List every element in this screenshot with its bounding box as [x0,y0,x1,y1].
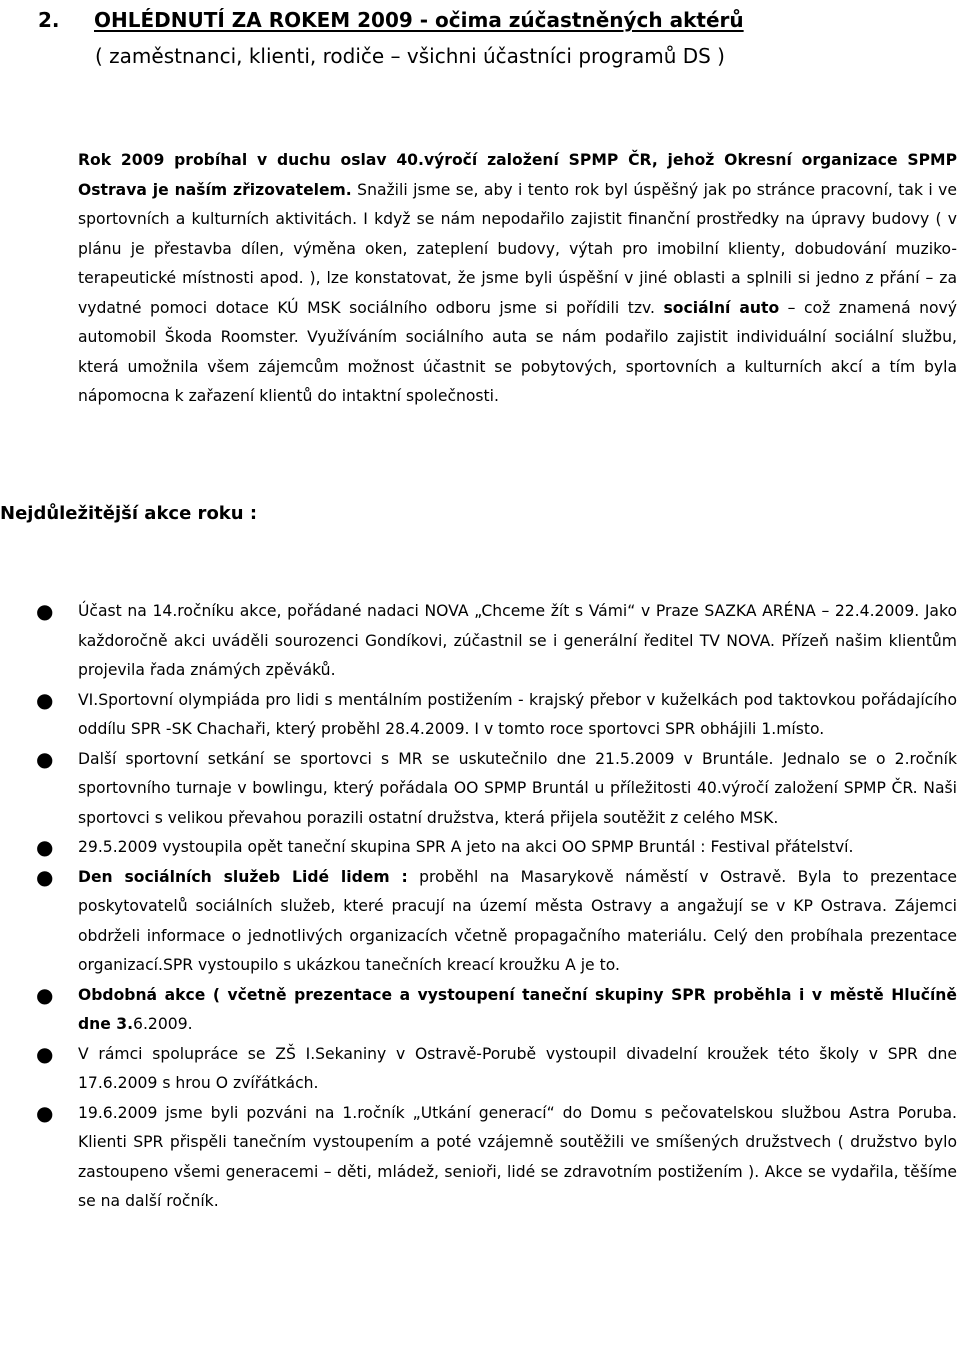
intro-body-part2: – což znamená nový automobil Škoda Roomster. Využíváním sociálního auta se nám podařilo zajistit individuální sociální službu, která umožnila všem zájemcům možnost účastnit se pobytových, sportovních a kulturních akcí a tím byla nápomocna k zařazení klientů do intaktní společnosti. [78,298,958,405]
bullet-icon: ● [36,746,54,771]
intro-text [0,146,957,412]
list-item [0,863,957,981]
list-item [0,745,957,834]
bullet-icon: ● [36,599,54,623]
intro-body-part1: Snažili jsme se, aby i tento rok byl úspěšný jak po stránce pracovní, tak i ve sportovních a kulturních aktivitách. I když se nám nepodařilo zajistit finanční prostředky na úpravy budovy ( v plánu je přestavba dílen, výměna oken, zateplení budovy, výtah pro imobilní klienty, dobudování muziko-terapeutické místnosti apod. ), lze konstatovat, že jsme byli úspěšní v jiné oblasti a splnili si jedno z přání – za vydatné pomoci dotace KÚ MSK sociálního odboru jsme si pořídili tzv. [78,180,957,317]
event-text: VI.Sportovní olympiáda pro lidi s mentálním postižením - krajský přebor v kuželkách pod taktovkou pořádajícího oddílu SPR -SK Chachaři, který proběhl 28.4.2009. I v tomto roce sportovci SPR obhájili 1.místo. [78,690,957,738]
section-number: 2. [38,8,60,32]
bullet-icon: ● [36,864,54,889]
event-text: 29.5.2009 vystoupila opět taneční skupina SPR A jeto na akci OO SPMP Bruntál : Festival přátelství. [78,838,854,856]
bullet-icon: ● [36,1100,54,1125]
events-heading: Nejdůležitější akce roku : [0,503,258,524]
intro-bold-term: sociální auto [663,298,780,317]
bullet-icon: ● [36,982,54,1007]
events-list [0,597,957,1217]
bullet-icon: ● [36,1041,54,1066]
intro-paragraph [0,146,957,412]
event-text: Další sportovní setkání se sportovci s MR se uskutečnilo dne 21.5.2009 v Bruntále. Jednalo se o 2.ročník sportovního turnaje v bowlingu, který pořádala OO SPMP Bruntál u příležitosti 40.výročí založení SPMP ČR. Naši sportovci s velikou převahou porazili ostatní družstva, která přijela soutěžit z celého MSK. [78,749,957,827]
list-item [0,686,957,745]
event-text: proběhl na Masarykově náměstí v Ostravě. Byla to prezentace poskytovatelů sociálních služeb, které pracují na území města Ostravy a angažují se v KP Ostrava. Zájemci obdrželi informace o jednotlivých organizacích včetně propagačního materiálu. Celý den probíhala prezentace organizací.SPR vystoupilo s ukázkou tanečních kreací kroužku A je to. [78,867,958,974]
list-item [0,1040,957,1099]
section-title-main: OHLÉDNUTÍ ZA ROKEM 2009 - očima zúčastněných aktérů [94,8,744,32]
section-subtitle: ( zaměstnanci, klienti, rodiče – všichni účastníci programů DS ) [95,44,725,68]
list-item [0,981,957,1040]
event-text: V rámci spolupráce se ZŠ I.Sekaniny v Ostravě-Porubě vystoupil divadelní kroužek této školy v SPR dne 17.6.2009 s hrou O zvířátkách. [78,1044,957,1092]
event-bold-text: Obdobná akce ( včetně prezentace a vystoupení taneční skupiny SPR proběhla i v městě Hlučíně dne 3. [78,985,957,1033]
bullet-icon: ● [36,687,54,712]
list-item [0,597,957,686]
event-bold-text: Den sociálních služeb Lidé lidem : [78,867,408,886]
event-text: Účast na 14.ročníku akce, pořádané nadaci NOVA „Chceme žít s Vámi“ v Praze SAZKA ARÉNA – 22.4.2009. Jako každoročně akci uváděli sourozenci Gondíkovi, zúčastnil se i generální ředitel TV NOVA. Přízeň našim klientům projevila řada známých zpěváků. [78,602,957,679]
list-item [0,1099,957,1217]
bullet-icon: ● [36,835,54,859]
list-item [0,833,957,863]
event-text: 6.2009. [133,1015,193,1033]
intro-bold-lead: Rok 2009 probíhal v duchu oslav 40.výročí založení SPMP ČR, jehož Okresní organizace SPMP Ostrava je naším zřizovatelem. [78,151,957,199]
event-text: 19.6.2009 jsme byli pozváni na 1.ročník „Utkání generací“ do Domu s pečovatelskou službou Astra Poruba. Klienti SPR přispěli tanečním vystoupením a poté vzájemně soutěžili ve smíšených družstvech ( družstvo bylo zastoupeno všemi generacemi – děti, mládež, senioři, lidé se zdravotním postižením ). Akce se vydařila, těšíme se na další ročník. [78,1103,957,1210]
section-heading [38,8,744,32]
